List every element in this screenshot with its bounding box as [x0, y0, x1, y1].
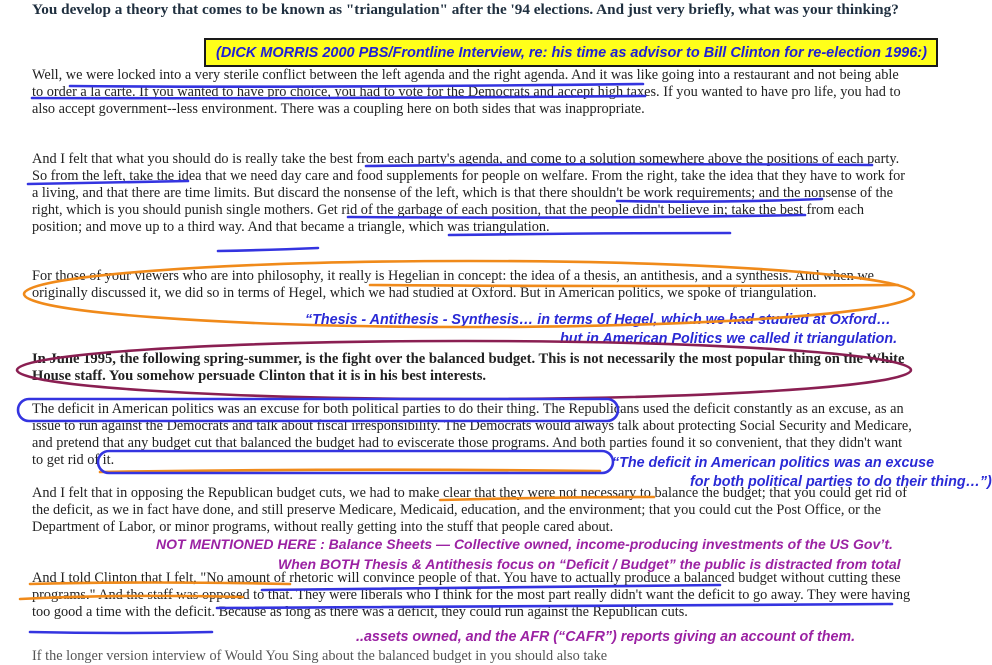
underline-get-rid [100, 470, 600, 472]
answer-paragraph-3: For those of your viewers who are into philosophy, it really is Hegelian in concept: the idea of a thesis, an antithesis, and a synthesis. And when we originally discussed it, we did so in terms of Hegel, which we had studied at Oxford. But in American politics, we spoke of triangulation. [32, 268, 875, 301]
note-not-mentioned: NOT MENTIONED HERE : Balance Sheets — Collective owned, income-producing investments of the US Gov’t. [156, 536, 893, 552]
underline-triangulation [218, 248, 318, 251]
answer-paragraph-6: And I told Clinton that I felt, "No amount of rhetoric will convince people of that. You have to actually produce a balanced budget without cutting these programs." And the staff was opposed to that. They were liberals who I think for the most part really didn't want the deficit to go away. They were having too good a time with the deficit. Because as long as there was a deficit, they could run against the Republican cuts. [32, 570, 911, 620]
interview-question-budget: In June 1995, the following spring-summer, is the fight over the balanced budget. This is not necessarily the most popular thing on the White House staff. You somehow persuade Clinton that it is in his best interests. [32, 351, 905, 384]
header-note-text: (DICK MORRIS 2000 PBS/Frontline Interview, re: his time as advisor to Bill Clinton for re-election 1996:) [216, 45, 927, 61]
note-when-both: When BOTH Thesis & Antithesis focus on “Deficit / Budget” the public is distracted from total [278, 556, 901, 572]
answer-paragraph-7-cutoff: If the longer version interview of Would You Sing about the balanced budget in you should also take [32, 648, 608, 664]
note-deficit-line-2: for both political parties to do their thing…”) [690, 474, 992, 490]
answer-paragraph-2: And I felt that what you should do is really take the best from each party's agenda, and come to a solution somewhere above the positions of each party. So from the left, take the idea that we need day care and food supplements for people on welfare. From the right, take the idea that they have to work for a living, and that there are time limits. But discard the nonsense of the left, which is that there shouldn't be work requirements; and the nonsense of the right, which is you should punish single mothers. Get rid of the garbage of each position, that the people didn't believe in; take the best from each position; and move up to a third way. And that became a triangle, which was triangulation. [32, 151, 905, 235]
answer-paragraph-5: And I felt that in opposing the Republican budget cuts, we had to make clear that they were not necessary to balance the budget; that you could get rid of the deficit, as we in fact have done, and still preserve Medicare, Medicaid, education, and the environment; that you could cut the Post Office, or the Department of Labor, or minor programs, without really getting into the stuff that people cared about. [32, 485, 908, 535]
note-assets: ..assets owned, and the AFR (“CAFR”) reports giving an account of them. [356, 629, 856, 645]
note-hegel-line-2: but in American Politics we called it triangulation. [560, 331, 898, 347]
interview-question-triangulation: You develop a theory that comes to be known as "triangulation" after the '94 elections. And just very briefly, what was your thinking? [32, 1, 899, 18]
note-hegel-line-1: “Thesis - Antithesis - Synthesis… in terms of Hegel, which we had studied at Oxford… [305, 312, 891, 328]
answer-paragraph-1: Well, we were locked into a very sterile conflict between the left agenda and the right agenda. And it was like going into a restaurant and not being able to order a la carte. If you wanted to have pro choice, you had to vote for the Democrats and accept high taxes. If you wanted to have pro life, you had to also accept government--less environment. There was a coupling here on both sides that was inappropriate. [32, 67, 901, 117]
header-note-box [204, 38, 938, 67]
answer-paragraph-4: The deficit in American politics was an excuse for both political parties to do their thing. The Republicans used the deficit constantly as an excuse, as an issue to run against the Democrats and talk about fiscal irresponsibility. The Democrats would always talk about protecting Social Security and Medicare, and pretend that any budget cut that balanced the budget had to eviscerate those programs. And both parties found it so convenient, that they didn't want to get rid of it. [32, 401, 912, 468]
note-deficit-line-1: “The deficit in American politics was an excuse [612, 455, 935, 471]
underline-against-cuts [30, 632, 212, 633]
